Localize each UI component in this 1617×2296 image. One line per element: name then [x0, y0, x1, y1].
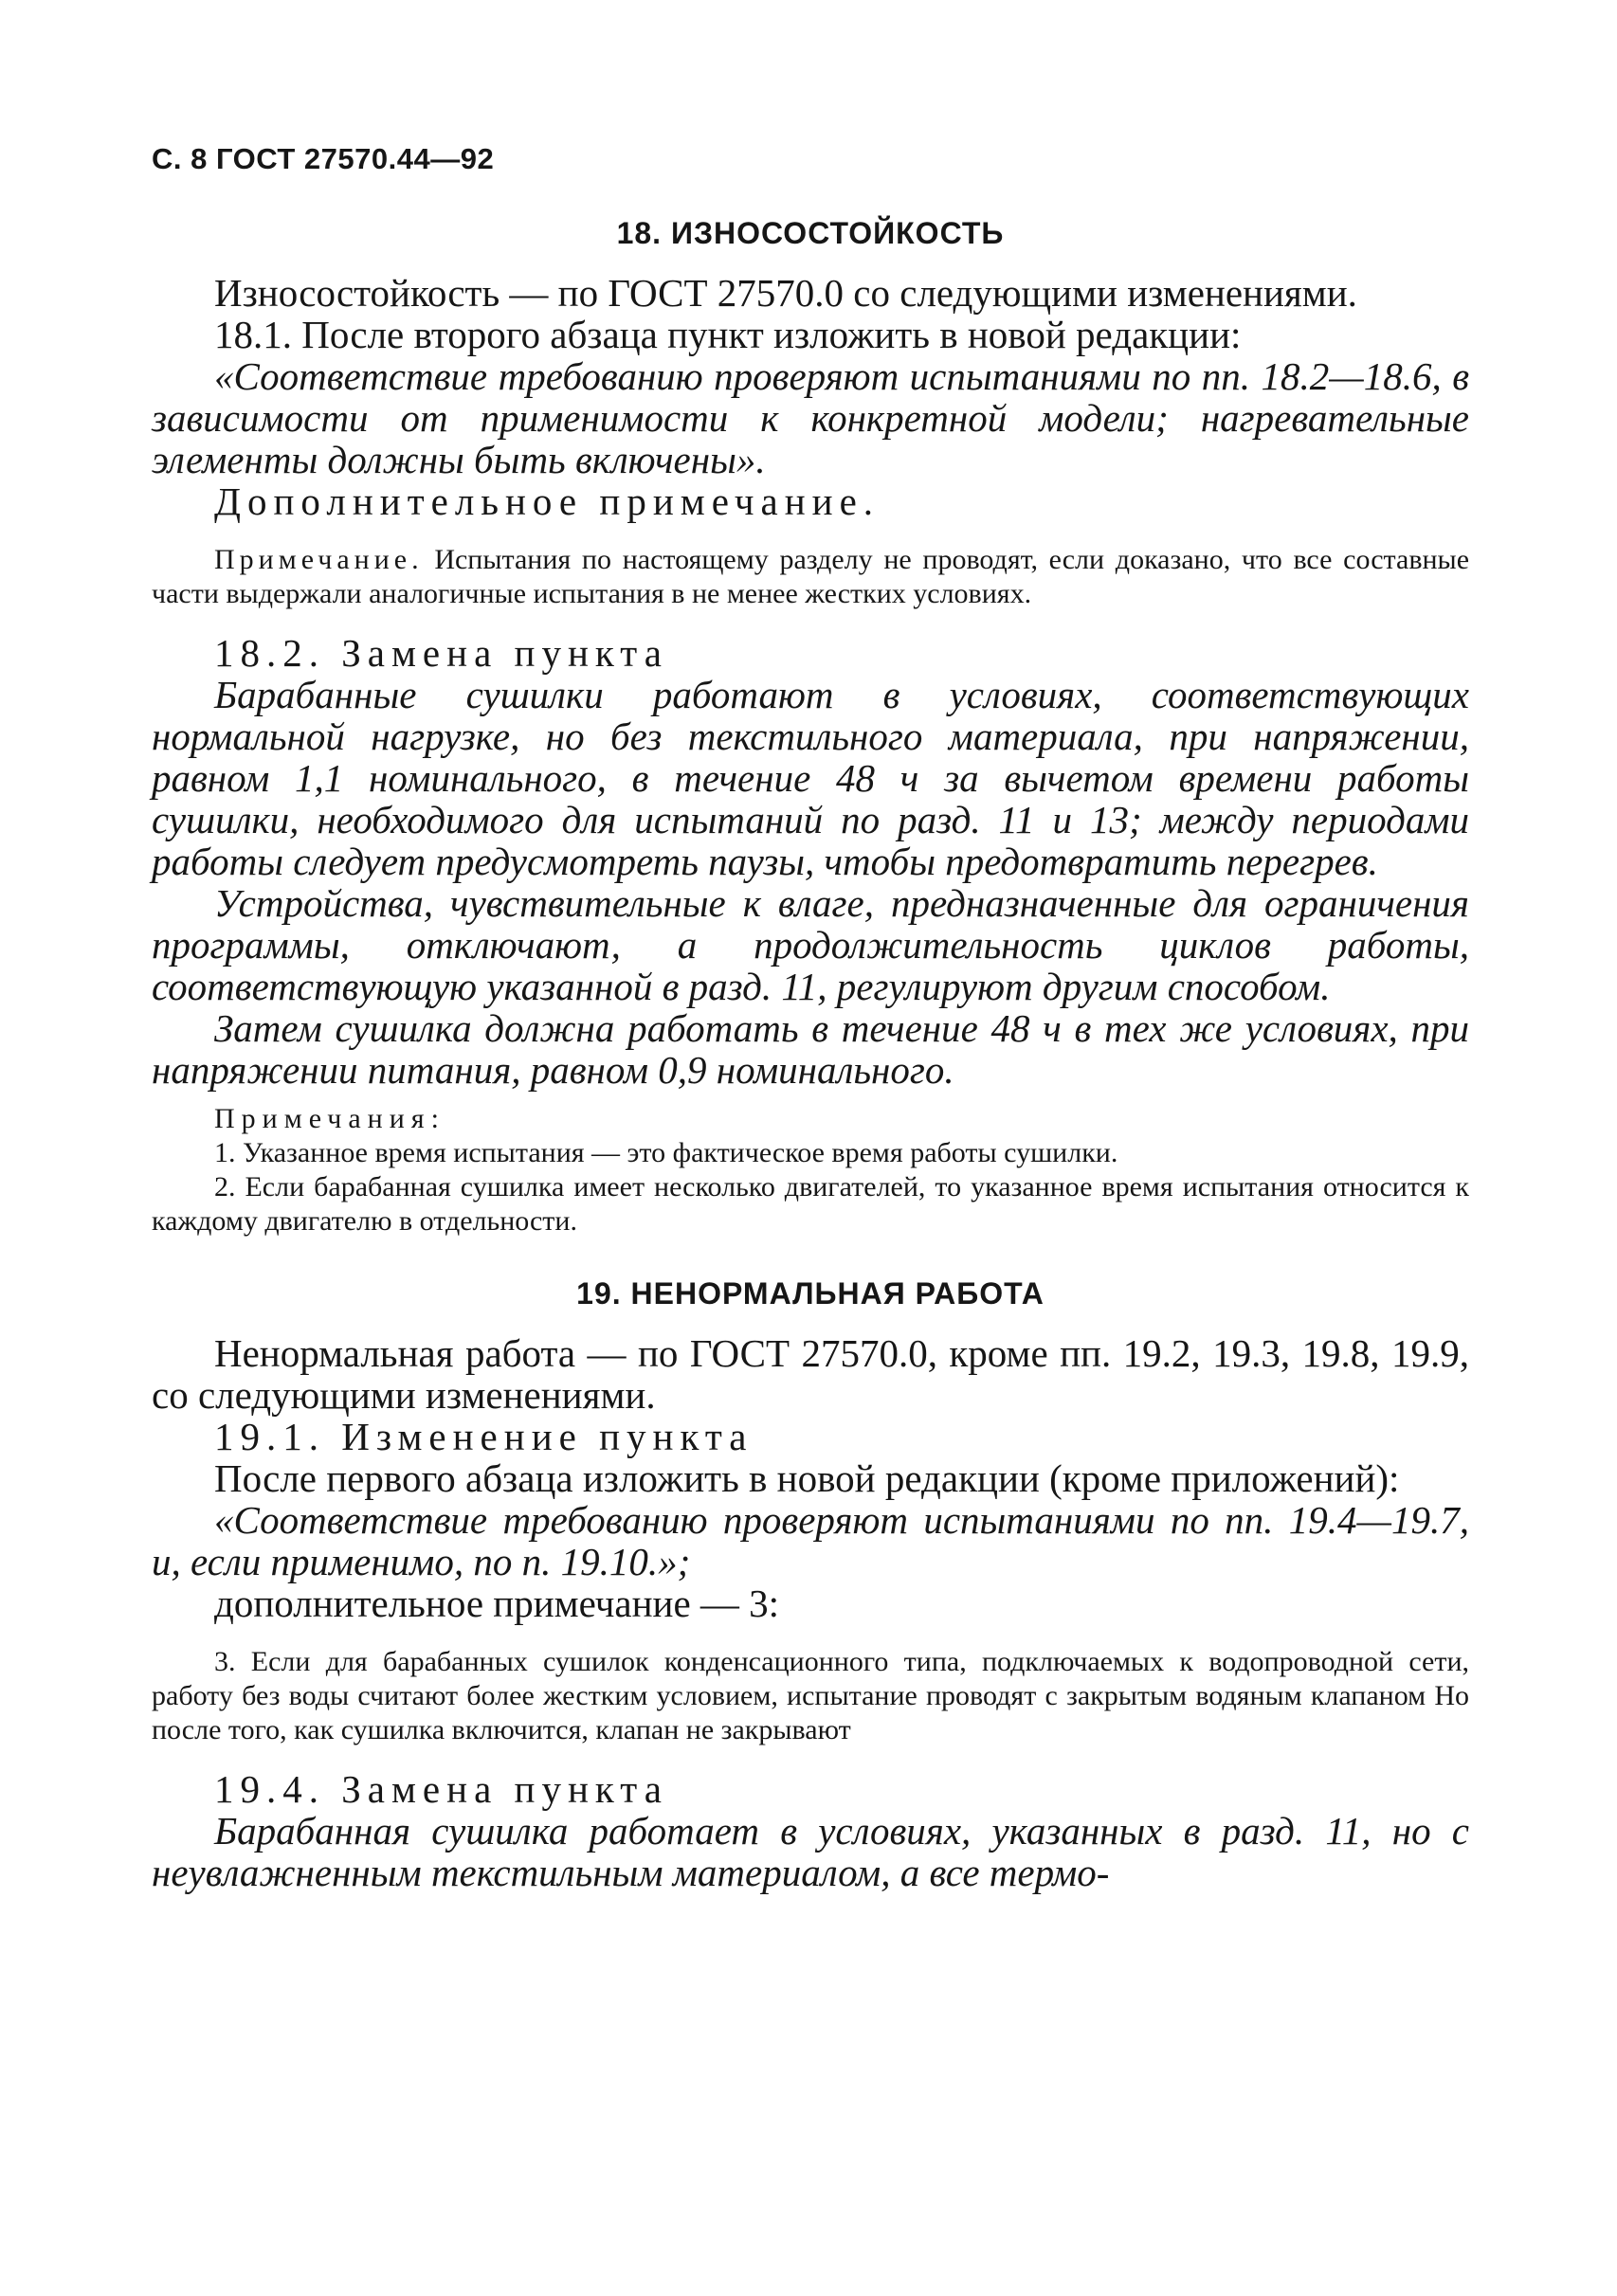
item-18-2-label: 18.2. Замена пункта [214, 631, 668, 675]
section-19-intro: Ненормальная работа — по ГОСТ 27570.0, кроме пп. 19.2, 19.3, 19.8, 19.9, со следующими изменениями. [152, 1331, 1469, 1417]
item-18-1-quote: «Соответствие требованию проверяют испытаниями по пп. 18.2—18.6, в зависимости от применимости к конкретной модели; нагревательные элементы должны быть включены». [152, 354, 1469, 481]
note-item-2: 2. Если барабанная сушилка имеет несколько двигателей, то указанное время испытания относится к каждому двигателю в отдельности. [152, 1171, 1469, 1237]
item-18-2-para-1: Барабанные сушилки работают в условиях, соответствующих нормальной нагрузке, но без текстильного материала, при напряжении, равном 1,1 номинального, в течение 48 ч за вычетом времени работы сушилки, необходимого для испытаний по разд. 11 и 13; между периодами работы следует предусмотреть паузы, чтобы предотвратить перегрев. [152, 673, 1469, 883]
additional-note-label: Дополнительное примечание. [214, 479, 881, 523]
item-19-1-quote: «Соответствие требованию проверяют испытаниями по пп. 19.4—19.7, и, если применимо, по п. 19.10.»; [152, 1498, 1469, 1583]
section-18-intro: Износостойкость — по ГОСТ 27570.0 со следующими изменениями. [214, 271, 1357, 315]
item-19-4-text: Барабанная сушилка работает в условиях, указанных в разд. 11, но с неувлажненным текстильным материалом, а все термо- [152, 1809, 1469, 1894]
item-18-2-para-3: Затем сушилка должна работать в течение 48 ч в тех же условиях, при напряжении питания, равном 0,9 номинального. [152, 1006, 1469, 1092]
page-header: С. 8 ГОСТ 27570.44—92 [152, 142, 495, 175]
note-18-text: Испытания по настоящему разделу не проводят, если доказано, что все составные части выдержали аналогичные испытания в не менее жестких условиях. [152, 544, 1470, 609]
notes-label: Примечания: [214, 1103, 445, 1134]
section-18 [152, 216, 1469, 1893]
section-19-heading: 19. НЕНОРМАЛЬНАЯ РАБОТА [576, 1276, 1045, 1311]
note-item-1: 1. Указанное время испытания — это фактическое время работы сушилки. [214, 1137, 1118, 1168]
additional-note-3-label: дополнительное примечание — 3: [214, 1582, 780, 1625]
note-18 [152, 543, 1469, 611]
note-3: 3. Если для барабанных сушилок конденсационного типа, подключаемых к водопроводной сети, работу без воды считают более жестким условием, испытание проводят с закрытым водяным клапаном Но после того, как сушилка включится, клапан не закрывают [152, 1646, 1469, 1745]
item-18-2-para-2: Устройства, чувствительные к влаге, предназначенные для ограничения программы, отключают, а продолжительность циклов работы, соответствующую указанной в разд. 11, регулируют другим способом. [152, 881, 1469, 1008]
note-word: Примечание. [214, 544, 424, 575]
section-18-heading: 18. ИЗНОСОСТОЙКОСТЬ [616, 216, 1005, 250]
item-19-1-text: После первого абзаца изложить в новой редакции (кроме приложений): [214, 1456, 1400, 1500]
item-18-1-label: 18.1. После второго абзаца пункт изложить в новой редакции: [214, 313, 1242, 356]
item-19-1-label: 19.1. Изменение пункта [214, 1415, 754, 1458]
item-19-4-label: 19.4. Замена пункта [214, 1767, 668, 1811]
